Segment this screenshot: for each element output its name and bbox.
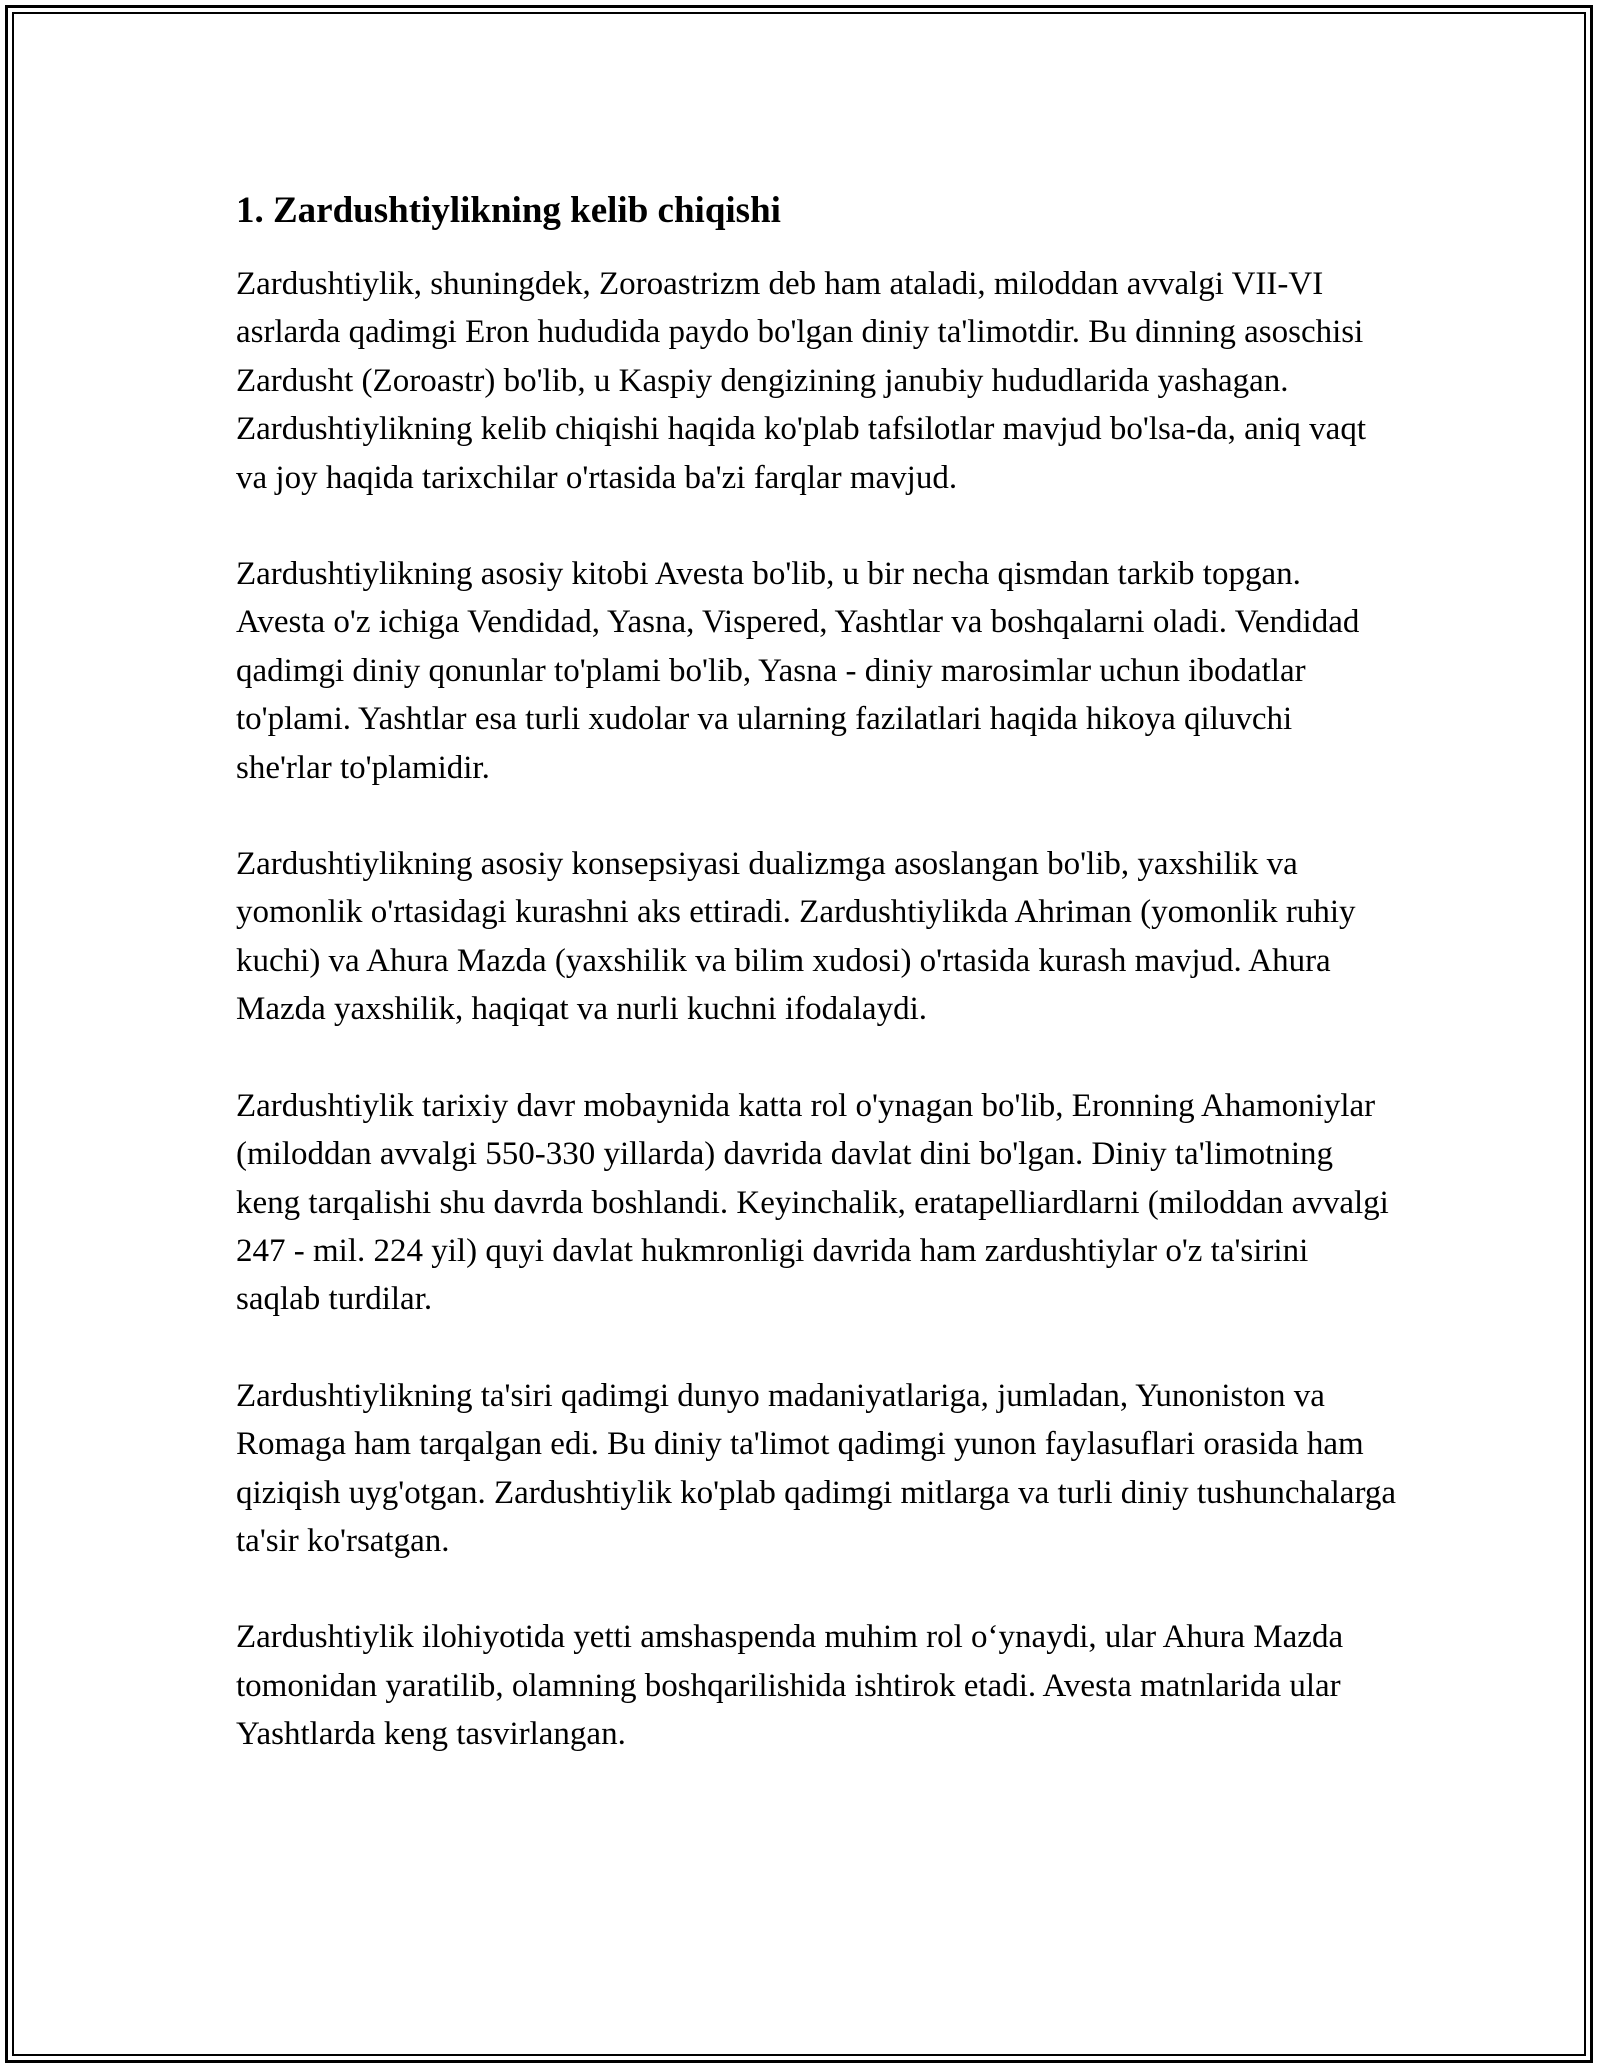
document-body: [236, 188, 1396, 1807]
paragraph-avesta: Zardushtiylikning asosiy kitobi Avesta bo'lib, u bir necha qismdan tarkib topgan. Avesta o'z ichiga Vendidad, Yasna, Vispered, Yashtlar va boshqalarni oladi. Vendidad qadimgi diniy qonunlar to'plami bo'lib, Yasna - diniy marosimlar uchun ibodatlar to'plami. Yashtlar esa turli xudolar va ularning fazilatlari haqida hikoya qiluvchi she'rlar to'plamidir.: [236, 556, 1360, 786]
paragraph-dualism: Zardushtiylikning asosiy konsepsiyasi dualizmga asoslangan bo'lib, yaxshilik va yomonlik o'rtasidagi kurashni aks ettiradi. Zardushtiylikda Ahriman (yomonlik ruhiy kuchi) va Ahura Mazda (yaxshilik va bilim xudosi) o'rtasida kurash mavjud. Ahura Mazda yaxshilik, haqiqat va nurli kuchni ifodalaydi.: [236, 846, 1356, 1028]
section-title: 1. Zardushtiylikning kelib chiqishi: [236, 190, 781, 231]
paragraph-amshaspends: Zardushtiylik ilohiyotida yetti amshaspenda muhim rol o‘ynaydi, ular Ahura Mazda tomonidan yaratilib, olamning boshqarilishida ishtirok etadi. Avesta matnlarida ular Yashtlarda keng tasvirlangan.: [236, 1619, 1344, 1753]
paragraph-history: Zardushtiylik tarixiy davr mobaynida katta rol o'ynagan bo'lib, Eronning Ahamoniylar (miloddan avvalgi 550-330 yillarda) davrida davlat dini bo'lgan. Diniy ta'limotning keng tarqalishi shu davrda boshlandi. Keyinchalik, eratapelliardlarni (miloddan avvalgi 247 - mil. 224 yil) quyi davlat hukmronligi davrida ham zardushtiylar o'z ta'sirini saqlab turdilar.: [236, 1087, 1389, 1318]
paragraph-origin: Zardushtiylik, shuningdek, Zoroastrizm deb ham ataladi, miloddan avvalgi VII-VI asrlarda qadimgi Eron hududida paydo bo'lgan diniy ta'limotdir. Bu dinning asoschisi Zardusht (Zoroastr) bo'lib, u Kaspiy dengizining janubiy hududlarida yashagan. Zardushtiylikning kelib chiqishi haqida ko'plab tafsilotlar mavjud bo'lsa-da, aniq vaqt va joy haqida tarixchilar o'rtasida ba'zi farqlar mavjud.: [236, 266, 1366, 496]
paragraph-influence: Zardushtiylikning ta'siri qadimgi dunyo madaniyatlariga, jumladan, Yunoniston va Romaga ham tarqalgan edi. Bu diniy ta'limot qadimgi yunon faylasuflari orasida ham qiziqish uyg'otgan. Zardushtiylik ko'plab qadimgi mitlarga va turli diniy tushunchalarga ta'sir ko'rsatgan.: [236, 1377, 1396, 1559]
